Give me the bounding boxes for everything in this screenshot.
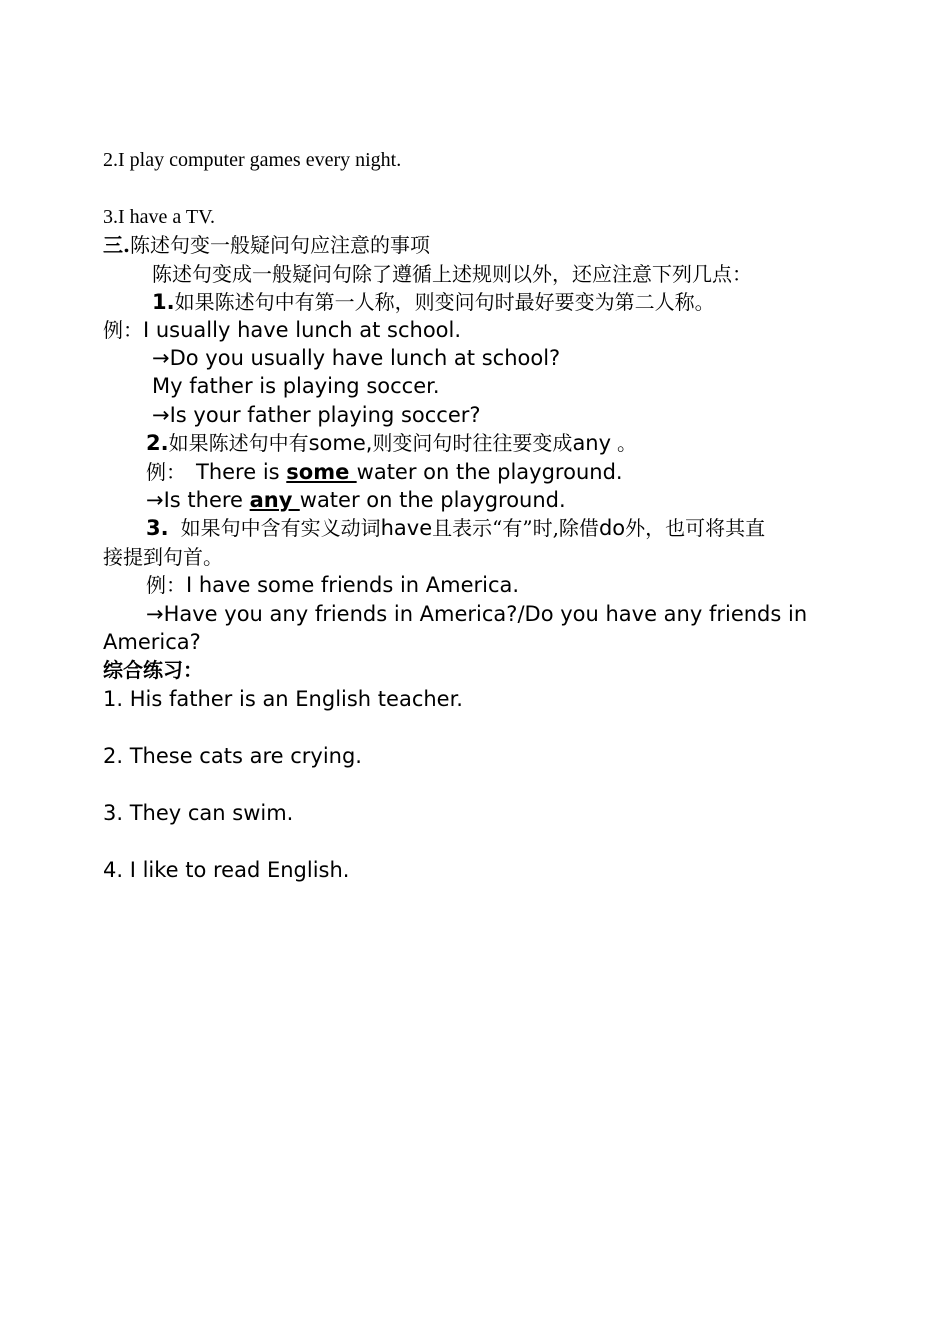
question-before: →Is there — [146, 488, 250, 512]
rule-3-text-a: 如果句中含有实义动词 — [180, 516, 381, 540]
question-after: water on the playground. — [299, 488, 566, 512]
question-keyword-any: any — [249, 488, 300, 512]
rule-1-number: 1. — [152, 290, 175, 314]
rule-2-number: 2. — [146, 431, 169, 455]
rule-2-text-end: 。 — [617, 431, 638, 455]
rule-1-example-1 — [103, 320, 461, 341]
practice-item: 3. They can swim. — [103, 801, 294, 825]
rule-1-question-1: →Do you usually have lunch at school? — [152, 346, 561, 370]
example-sentence: I usually have lunch at school. — [143, 318, 462, 342]
practice-item: 4. I like to read English. — [103, 858, 350, 882]
section-3-title: 陈述句变一般疑问句应注意的事项 — [129, 233, 430, 257]
example-keyword-some: some — [286, 460, 357, 484]
section-3-number: 三. — [103, 233, 130, 257]
practice-item: 2. These cats are crying. — [103, 744, 362, 768]
rule-2-example — [146, 462, 623, 483]
rule-2-word-some: some, — [308, 431, 373, 455]
practice-heading: 综合练习： — [103, 658, 203, 682]
rule-3-text-c: 外，也可将其直 — [625, 516, 766, 540]
section-3-intro: 陈述句变成一般疑问句除了遵循上述规则以外，还应注意下列几点： — [152, 262, 752, 286]
rule-2-text-before: 如果陈述句中有 — [168, 431, 309, 455]
rule-1-question-2: →Is your father playing soccer? — [152, 403, 481, 427]
rule-3 — [146, 518, 765, 539]
rule-2 — [146, 433, 637, 454]
example-before: There is — [196, 460, 287, 484]
rule-3-question-line-1: →Have you any friends in America?/Do you have any friends in — [146, 602, 808, 626]
rule-3-text-b: 且表示“有”时,除借 — [432, 516, 599, 540]
example-label: 例： — [146, 460, 186, 484]
rule-3-example — [146, 575, 519, 596]
exercise-line-3: 3.I have a TV. — [103, 206, 216, 228]
example-label: 例： — [146, 573, 186, 597]
example-label: 例： — [103, 318, 143, 342]
practice-item: 1. His father is an English teacher. — [103, 687, 463, 711]
rule-2-text-mid: 则变问句时往往要变成 — [372, 431, 573, 455]
rule-1-example-2: My father is playing soccer. — [152, 374, 440, 398]
rule-3-continuation: 接提到句首。 — [103, 545, 223, 569]
rule-3-word-do: do — [598, 516, 626, 540]
rule-3-number: 3. — [146, 516, 169, 540]
example-sentence: I have some friends in America. — [186, 573, 520, 597]
rule-2-word-any: any — [572, 431, 612, 455]
example-after: water on the playground. — [356, 460, 623, 484]
rule-1-text: 如果陈述句中有第一人称，则变问句时最好要变为第二人称。 — [174, 290, 715, 314]
rule-3-word-have: have — [380, 516, 433, 540]
rule-1 — [152, 292, 715, 313]
exercise-line-2: 2.I play computer games every night. — [103, 149, 402, 171]
rule-3-question-line-2: America? — [103, 630, 201, 654]
section-3-heading — [103, 235, 430, 255]
rule-2-question — [146, 490, 566, 511]
